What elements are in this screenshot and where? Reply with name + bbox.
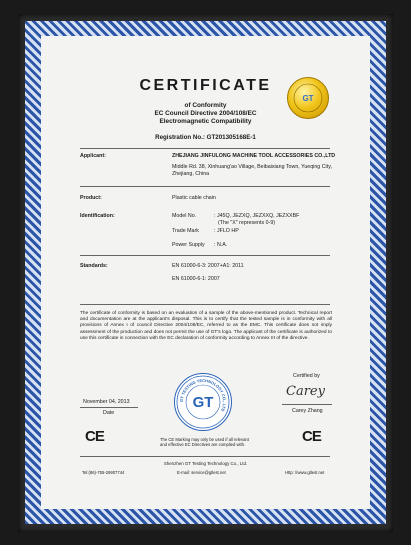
standards-label: Standards: bbox=[80, 263, 108, 269]
company-name: Shenzhen GT Testing Technology Co., Ltd. bbox=[163, 461, 248, 466]
certified-by-label: Certified by bbox=[293, 373, 320, 379]
company-tel: Tel:(86)-755-26907744 bbox=[82, 470, 125, 475]
certificate-title: CERTIFICATE bbox=[139, 77, 272, 94]
applicant-name: ZHEJIANG JINFULONG MACHINE TOOL ACCESSORIES CO.,LTD bbox=[172, 153, 336, 159]
seal-text: GT bbox=[302, 94, 314, 103]
company-email: E-mail: service@gtlest.net bbox=[177, 470, 226, 475]
applicant-label: Applicant: bbox=[80, 153, 106, 159]
gt-ring-text: GT TESTING TECHNOLOGY CO., LTD bbox=[178, 377, 228, 413]
ce-mark-right: CE bbox=[302, 428, 321, 445]
trademark-label: Trade Mark bbox=[172, 228, 199, 234]
signature: Carey bbox=[286, 384, 325, 399]
registration-number: Registration No.: GT201305168E-1 bbox=[155, 134, 256, 141]
product-value: Plastic cable chain bbox=[172, 195, 216, 201]
model-value: : J45Q, JEZXQ, JEZXXQ, JEZXXBF bbox=[214, 213, 300, 219]
date-label: Date bbox=[103, 410, 115, 416]
conformity-statement: The certificate of conformity is based on an evaluation of a sample of the above-mentioned product. Technical report and documentation are at the applicant's disposal. This is to certify that the tested sample is in conformity with all provisions of Annex I of council Directive 2004/108/EC, referred to as the EMC. This certificate does not imply assessment of the production and does not permit the use of GT's logo. The applicant of the certificate is authorized to use this certificate in connection with the EC declaration of conformity according to Annex III of the directive. bbox=[80, 311, 332, 341]
standard-1: EN 61000-6-3: 2007+A1: 2011 bbox=[172, 263, 244, 269]
divider bbox=[80, 304, 330, 305]
ce-note-2: and effective EC Directives are complied with. bbox=[160, 442, 246, 447]
issue-date: November 04, 2013 bbox=[83, 399, 130, 405]
applicant-address-1: Middle Rd. 38, Xinhuang'ao Village, Beibaixiang Town, Yueqing City, bbox=[172, 164, 332, 170]
divider bbox=[80, 186, 330, 187]
gt-logo-icon bbox=[174, 373, 232, 431]
company-website: Http: //www.gtlest.net bbox=[285, 470, 325, 475]
conformity-subtitle: of Conformity bbox=[184, 102, 227, 109]
emc-line: Electromagnetic Compatibility bbox=[159, 118, 252, 125]
signature-line bbox=[282, 404, 332, 405]
date-line bbox=[80, 407, 138, 408]
identification-label: Identification: bbox=[80, 213, 115, 219]
trademark-value: : JFLO HP bbox=[214, 228, 239, 234]
ce-note-1: The CE Marking may only be used if all relevant bbox=[160, 437, 249, 442]
model-label: Model No. bbox=[172, 213, 197, 219]
applicant-address-2: Zhejiang, China bbox=[172, 171, 210, 177]
directive-line: EC Council Directive 2004/108/EC bbox=[154, 110, 257, 117]
divider bbox=[80, 148, 330, 149]
product-label: Product: bbox=[80, 195, 102, 201]
signer-name: Carey Zhang bbox=[292, 408, 323, 414]
power-supply-value: : N.A. bbox=[214, 242, 228, 248]
gt-logo-text: GT bbox=[192, 394, 214, 411]
power-supply-label: Power Supply bbox=[172, 242, 205, 248]
standard-2: EN 61000-6-1: 2007 bbox=[172, 276, 220, 282]
divider bbox=[80, 255, 330, 256]
divider bbox=[80, 456, 330, 457]
ce-mark-left: CE bbox=[85, 428, 104, 445]
model-note: (The "X" represents 0-9) bbox=[218, 220, 276, 226]
